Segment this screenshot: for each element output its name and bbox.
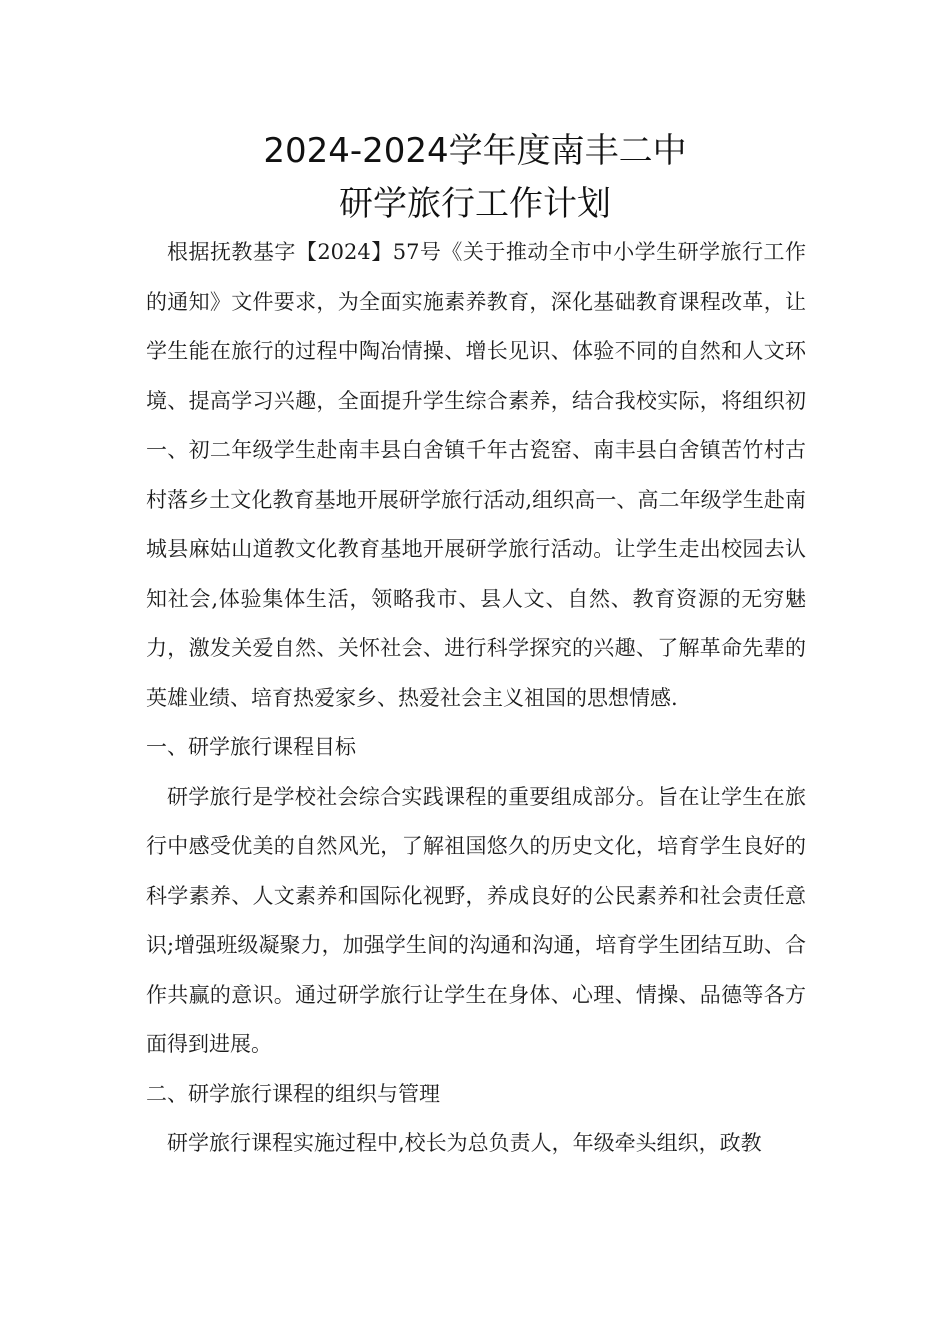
- document-body: [146, 228, 806, 1169]
- goals-paragraph: 研学旅行是学校社会综合实践课程的重要组成部分。旨在让学生在旅行中感受优美的自然风光，了解祖国悠久的历史文化，培育学生良好的科学素养、人文素养和国际化视野，养成良好的公民素养和社会责任意识;增强班级凝聚力，加强学生间的沟通和沟通，培育学生团结互助、合作共赢的意识。通过研学旅行让学生在身体、心理、情操、品德等各方面得到进展。: [146, 784, 806, 1056]
- document-title-line1: 2024-2024学年度南丰二中: [263, 131, 687, 171]
- intro-paragraph: 根据抚教基字【2024】57号《关于推动全市中小学生研学旅行工作的通知》文件要求，为全面实施素养教育，深化基础教育课程改革，让学生能在旅行的过程中陶冶情操、增长见识、体验不同的自然和人文环境、提高学习兴趣，全面提升学生综合素养，结合我校实际，将组织初一、初二年级学生赴南丰县白舍镇千年古瓷窑、南丰县白舍镇苦竹村古村落乡土文化教育基地开展研学旅行活动,组织高一、高二年级学生赴南城县麻姑山道教文化教育基地开展研学旅行活动。让学生走出校园去认知社会,体验集体生活，领略我市、县人文、自然、教育资源的无穷魅力，激发关爱自然、关怀社会、进行科学探究的兴趣、了解革命先辈的英雄业绩、培育热爱家乡、热爱社会主义祖国的思想情感.: [146, 240, 806, 710]
- section-heading-goals: 一、研学旅行课程目标: [146, 735, 356, 759]
- document-title-line2: 研学旅行工作计划: [339, 184, 611, 224]
- organization-paragraph: 研学旅行课程实施过程中,校长为总负责人，年级牵头组织，政教: [167, 1131, 762, 1155]
- section-heading-organization: 二、研学旅行课程的组织与管理: [146, 1081, 440, 1106]
